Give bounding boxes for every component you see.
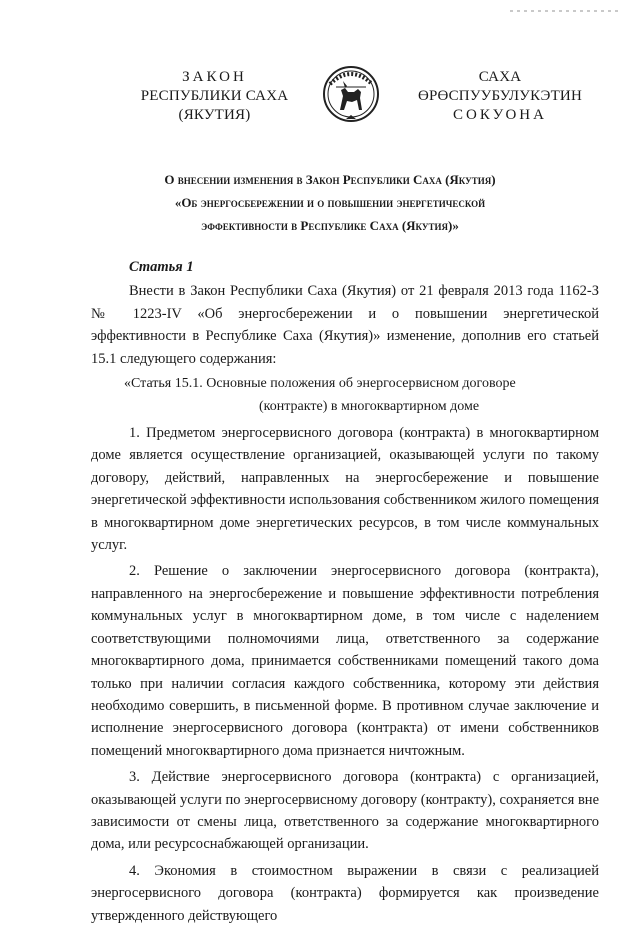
paragraph-3: 3. Действие энергосервисного договора (контракта) с организацией, оказывающей услуги по энергосервисному договору (контракту), сохраняется вне зависимости от смены лица, ответственного за содержание многоквартирного дома, или ресурсоснабжающей организации. <box>91 769 599 853</box>
header-left-line1: ЗАКОН <box>182 69 247 85</box>
document-title <box>120 168 540 237</box>
paragraph-2: 2. Решение о заключении энергосервисного договора (контракта), направленного на энергосбережение и повышение эффективности потребления коммунальных услуг в многоквартирном доме, в том числе с наделением соответствующими полномочиями лица, ответственного за содержание многоквартирного дома, принимается собственниками помещений такого дома только при наличии согласия каждого собственника, которому эти действия необходимо совершить, в письменной форме. В противном случае заключение и исполнение энергосервисного договора (контракта) от имени собственников помещений многоквартирного дома признается ничтожным. <box>91 563 599 759</box>
coat-of-arms-emblem-icon <box>318 62 384 124</box>
header-left-line2: РЕСПУБЛИКИ САХА (ЯКУТИЯ) <box>140 88 289 123</box>
header-left <box>112 68 317 125</box>
article-label: Статья 1 <box>129 259 194 275</box>
header-right <box>400 68 600 125</box>
paragraph-4: 4. Экономия в стоимостном выражении в связи с реализацией энергосервисного договора (контракта) формируется как произведение утвержденного действующего <box>91 862 599 924</box>
document-body <box>91 256 599 931</box>
title-line3: эффективности в Республике Саха (Якутия)» <box>201 218 459 233</box>
new-article-heading-line1: «Статья 15.1. Основные положения об энергосервисном договоре <box>124 376 516 392</box>
paragraph-1: 1. Предметом энергосервисного договора (контракта) в многоквартирном доме является осуществление организацией, оказывающей услуги по такому договору, действий, направленных на энергосбережение и повышение энергетической эффективности использования собственником жилого помещения в многоквартирном доме энергетических ресурсов, в том числе коммунальных услуг. <box>91 425 599 554</box>
title-line1: О внесении изменения в Закон Республики Саха (Якутия) <box>164 172 496 187</box>
new-article-heading <box>91 372 599 418</box>
title-line2: «Об энергосбережении и о повышении энергетической <box>174 195 486 210</box>
article-intro: Внести в Закон Республики Саха (Якутия) от 21 февраля 2013 года 1162-З № 1223-IV «Об энергосбережении и о повышении энергетической эффективности в Республике Саха (Якутия)» изменение, дополнив его статьей 15.1 следующего содержания: <box>91 283 599 367</box>
header-right-line2: СОКУОНА <box>453 107 547 123</box>
new-article-heading-line2: (контракте) в многоквартирном доме <box>259 399 480 415</box>
header-right-line1: САХА ӨРӨСПУУБУЛУКЭТИН <box>417 69 582 104</box>
scan-artifact <box>510 10 620 12</box>
